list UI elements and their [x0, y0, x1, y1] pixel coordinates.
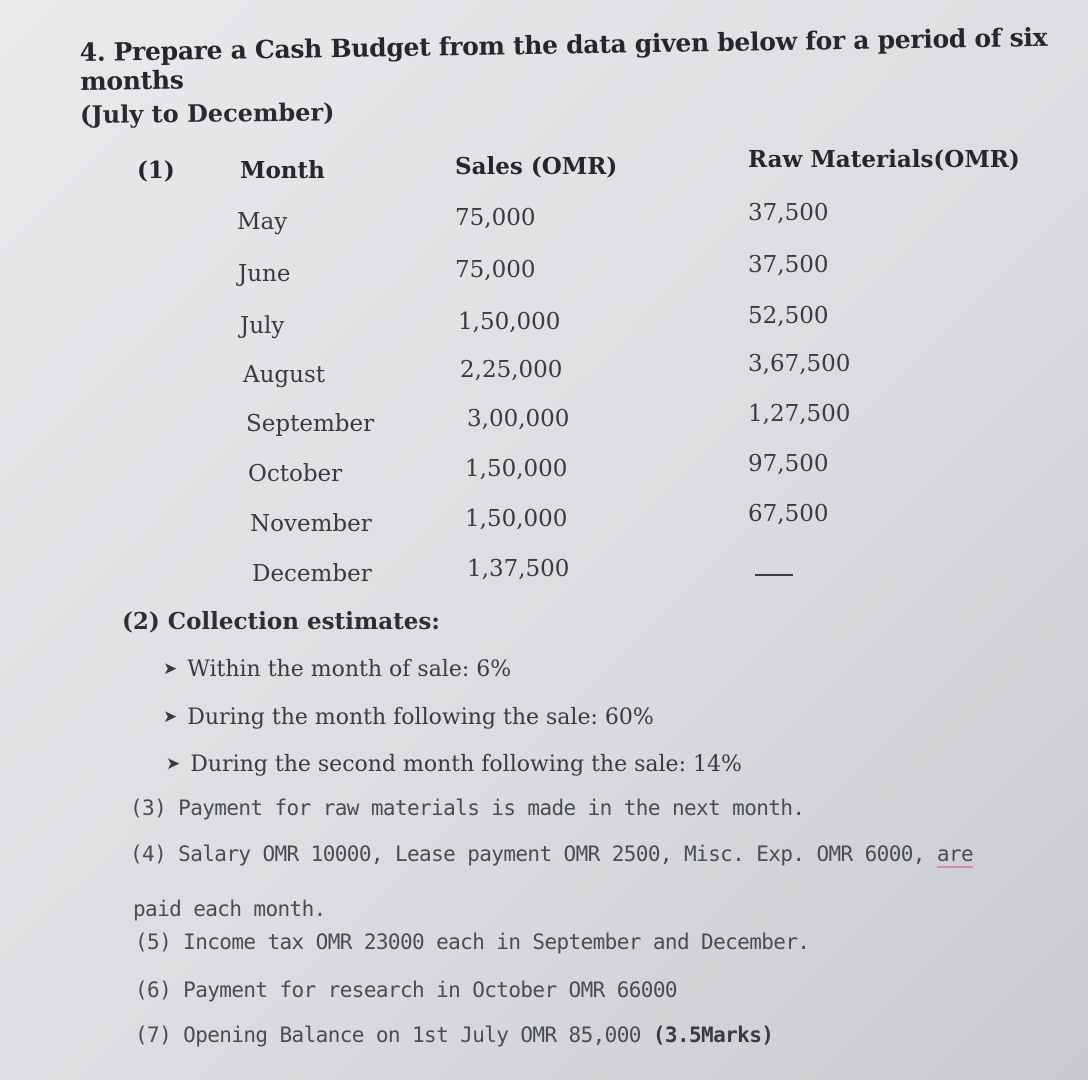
table-cell-month: September — [246, 411, 375, 437]
list-item — [163, 705, 654, 730]
table-cell-month: November — [250, 511, 372, 537]
empty-value-dash — [755, 574, 793, 576]
header-month: Month — [240, 157, 325, 184]
question-title: 4. Prepare a Cash Budget from the data given below for a period of six months — [79, 22, 1048, 96]
note-5: (5) Income tax OMR 23000 each in September and December. — [135, 930, 810, 954]
list-item — [166, 752, 742, 777]
table-cell-sales: 3,00,000 — [467, 406, 570, 432]
table-cell-month: May — [237, 209, 288, 235]
table-cell-sales: 1,37,500 — [467, 556, 570, 582]
note-7 — [135, 1023, 773, 1047]
spellcheck-underlined-word: are — [936, 842, 974, 866]
table-cell-raw: 3,67,500 — [748, 351, 851, 377]
table-cell-raw: 37,500 — [748, 252, 829, 278]
table-cell-sales: 1,50,000 — [458, 309, 561, 335]
arrow-bullet-icon: ➤ — [163, 659, 178, 679]
list-item-text: During the second month following the sale: 14% — [190, 752, 742, 777]
arrow-bullet-icon: ➤ — [163, 707, 178, 727]
table-cell-raw: 97,500 — [748, 451, 829, 477]
note-4-text: (4) Salary OMR 10000, Lease payment OMR 2500, Misc. Exp. OMR 6000, — [130, 842, 925, 866]
table-cell-sales: 1,50,000 — [465, 456, 568, 482]
table-cell-month: July — [240, 313, 285, 339]
list-item-text: Within the month of sale: 6% — [187, 657, 512, 682]
table-cell-raw: 1,27,500 — [748, 401, 851, 427]
collection-heading: (2) Collection estimates: — [122, 608, 440, 635]
note-6: (6) Payment for research in October OMR 66000 — [135, 978, 677, 1002]
arrow-bullet-icon: ➤ — [166, 754, 181, 774]
header-raw-materials: Raw Materials(OMR) — [748, 146, 1020, 173]
question-subtitle: (July to December) — [79, 97, 335, 129]
note-4-continued: paid each month. — [133, 897, 326, 921]
table-cell-month: August — [243, 362, 326, 388]
table-cell-month: December — [252, 561, 372, 587]
note-7-text: (7) Opening Balance on 1st July OMR 85,000 — [135, 1023, 641, 1047]
table-cell-raw: 52,500 — [748, 303, 829, 329]
list-item — [163, 657, 511, 682]
table-cell-sales: 2,25,000 — [460, 357, 563, 383]
table-cell-raw: 67,500 — [748, 501, 829, 527]
table-cell-month: June — [238, 261, 291, 287]
table-cell-sales: 1,50,000 — [465, 506, 568, 532]
table-cell-raw: 37,500 — [748, 200, 829, 226]
table-cell-sales: 75,000 — [455, 205, 536, 231]
table-cell-sales: 75,000 — [455, 257, 536, 283]
table-number: (1) — [137, 157, 175, 184]
table-cell-month: October — [248, 461, 343, 487]
marks-label: (3.5Marks) — [652, 1023, 774, 1047]
list-item-text: During the month following the sale: 60% — [187, 705, 654, 730]
header-sales: Sales (OMR) — [455, 153, 618, 180]
note-4 — [130, 842, 973, 866]
note-3: (3) Payment for raw materials is made in the next month. — [130, 796, 805, 820]
